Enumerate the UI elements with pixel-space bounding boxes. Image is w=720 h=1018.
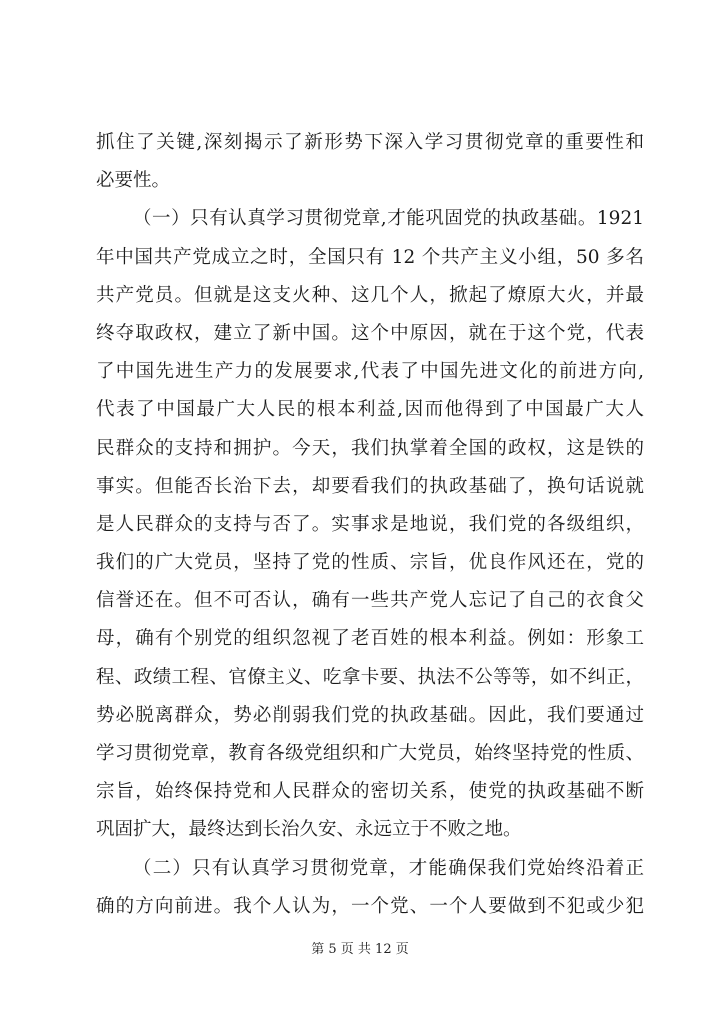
text-line: 我们的广大党员，坚持了党的性质、宗旨，优良作风还在，党的	[96, 552, 644, 574]
text-line: （二）只有认真学习贯彻党章，才能确保我们党始终沿着正	[133, 857, 644, 879]
text-line: 必要性。	[96, 170, 171, 192]
text-line: 势必脱离群众，势必削弱我们党的执政基础。因此，我们要通过	[96, 704, 644, 726]
text-line: 了中国先进生产力的发展要求,代表了中国先进文化的前进方向,	[96, 361, 644, 383]
document-body	[96, 124, 644, 926]
page-footer	[0, 938, 720, 957]
text-line: 终夺取政权，建立了新中国。这个中原因，就在于这个党，代表	[96, 322, 644, 344]
page-number: 第 5 页 共 12 页	[311, 942, 409, 957]
text-line: （一）只有认真学习贯彻党章,才能巩固党的执政基础。1921	[133, 208, 644, 230]
text-line: 宗旨，始终保持党和人民群众的密切关系，使党的执政基础不断	[96, 781, 644, 803]
text-line: 信誉还在。但不可否认，确有一些共产党人忘记了自己的衣食父	[96, 590, 644, 612]
text-line: 年中国共产党成立之时，全国只有 12 个共产主义小组，50 多名	[96, 246, 644, 268]
text-line: 母，确有个别党的组织忽视了老百姓的根本利益。例如：形象工	[96, 628, 644, 650]
text-line: 代表了中国最广大人民的根本利益,因而他得到了中国最广大人	[96, 399, 644, 421]
text-line: 共产党员。但就是这支火种、这几个人，掀起了燎原大火，并最	[96, 284, 644, 306]
text-line: 民群众的支持和拥护。今天，我们执掌着全国的政权，这是铁的	[96, 437, 644, 459]
text-line: 巩固扩大，最终达到长治久安、永远立于不败之地。	[96, 819, 522, 841]
text-line: 是人民群众的支持与否了。实事求是地说，我们党的各级组织，	[96, 513, 644, 535]
text-line: 程、政绩工程、官僚主义、吃拿卡要、执法不公等等，如不纠正，	[96, 666, 644, 688]
text-line: 事实。但能否长治下去，却要看我们的执政基础了，换句话说就	[96, 475, 644, 497]
text-line: 抓住了关键,深刻揭示了新形势下深入学习贯彻党章的重要性和	[96, 132, 644, 153]
text-line: 学习贯彻党章，教育各级党组织和广大党员，始终坚持党的性质、	[96, 743, 644, 764]
text-line: 确的方向前进。我个人认为，一个党、一个人要做到不犯或少犯	[96, 895, 644, 917]
